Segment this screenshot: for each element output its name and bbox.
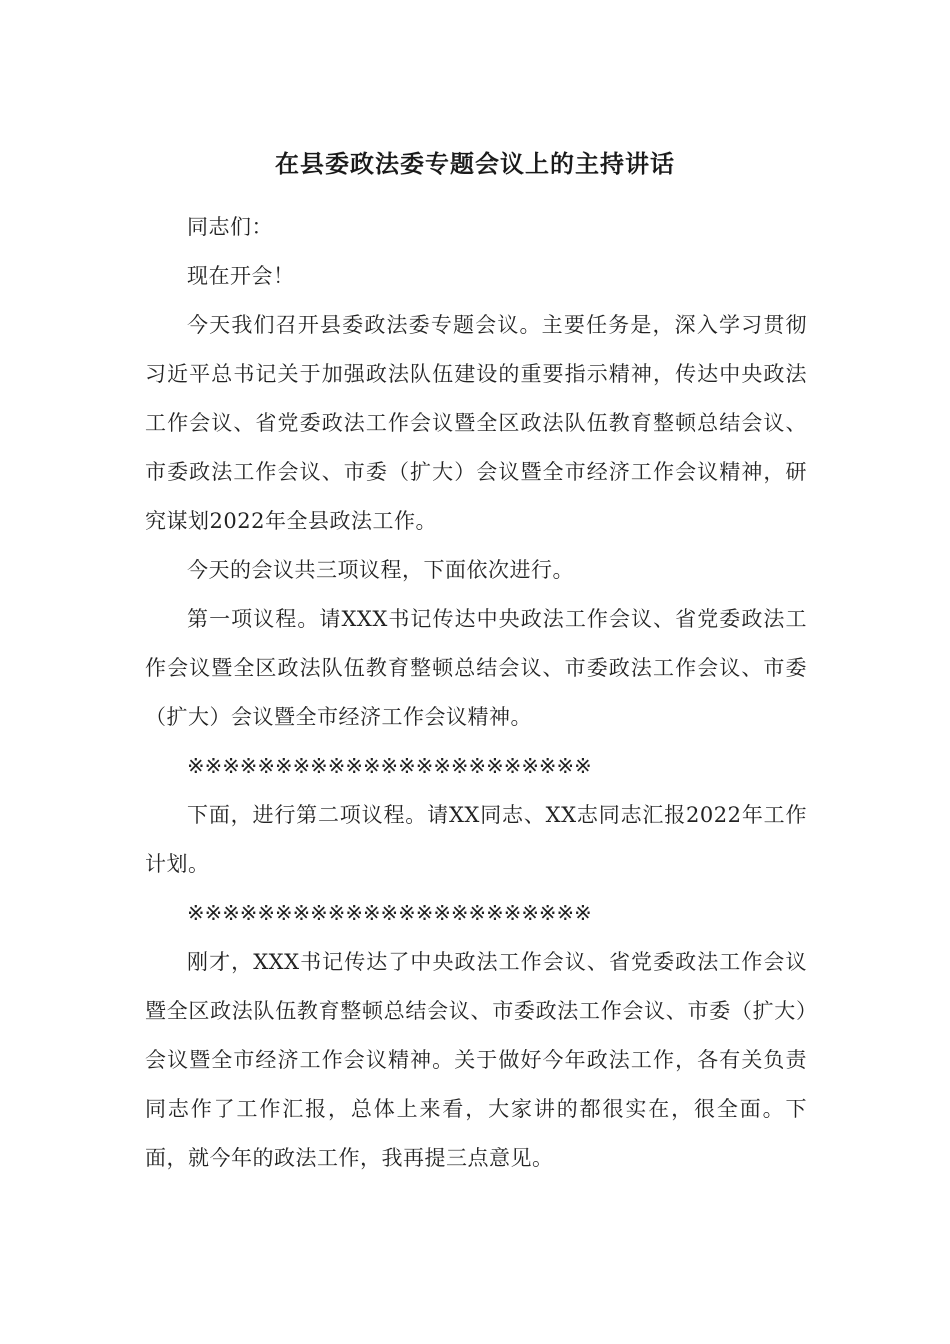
section-separator: ※※※※※※※※※※※※※※※※※※※※※※※ bbox=[187, 754, 592, 778]
salutation: 同志们： bbox=[187, 215, 273, 239]
paragraph-summary: 刚才，XXX书记传达了中央政法工作会议、省党委政法工作会议暨全区政法队伍教育整顿总结会议、市委政法工作会议、市委（扩大）会议暨全市经济工作会议精神。关于做好今年政法工作，各有关负责同志作了工作汇报，总体上来看，大家讲的都很实在，很全面。下面，就今年的政法工作，我再提三点意见。 bbox=[145, 950, 807, 1170]
paragraph-agenda: 今天的会议共三项议程，下面依次进行。 bbox=[187, 558, 574, 582]
paragraph-agenda-item-2: 下面，进行第二项议程。请XX同志、XX志同志汇报2022年工作计划。 bbox=[145, 803, 807, 876]
section-separator: ※※※※※※※※※※※※※※※※※※※※※※※ bbox=[187, 901, 592, 925]
document-title: 在县委政法委专题会议上的主持讲话 bbox=[275, 150, 675, 178]
document-body bbox=[145, 203, 807, 1183]
opening-line: 现在开会！ bbox=[187, 264, 295, 288]
paragraph-agenda-item-1: 第一项议程。请XXX书记传达中央政法工作会议、省党委政法工作会议暨全区政法队伍教育整顿总结会议、市委政法工作会议、市委（扩大）会议暨全市经济工作会议精神。 bbox=[145, 607, 807, 729]
paragraph-purpose: 今天我们召开县委政法委专题会议。主要任务是，深入学习贯彻习近平总书记关于加强政法队伍建设的重要指示精神，传达中央政法工作会议、省党委政法工作会议暨全区政法队伍教育整顿总结会议、市委政法工作会议、市委（扩大）会议暨全市经济工作会议精神，研究谋划2022年全县政法工作。 bbox=[145, 313, 807, 533]
